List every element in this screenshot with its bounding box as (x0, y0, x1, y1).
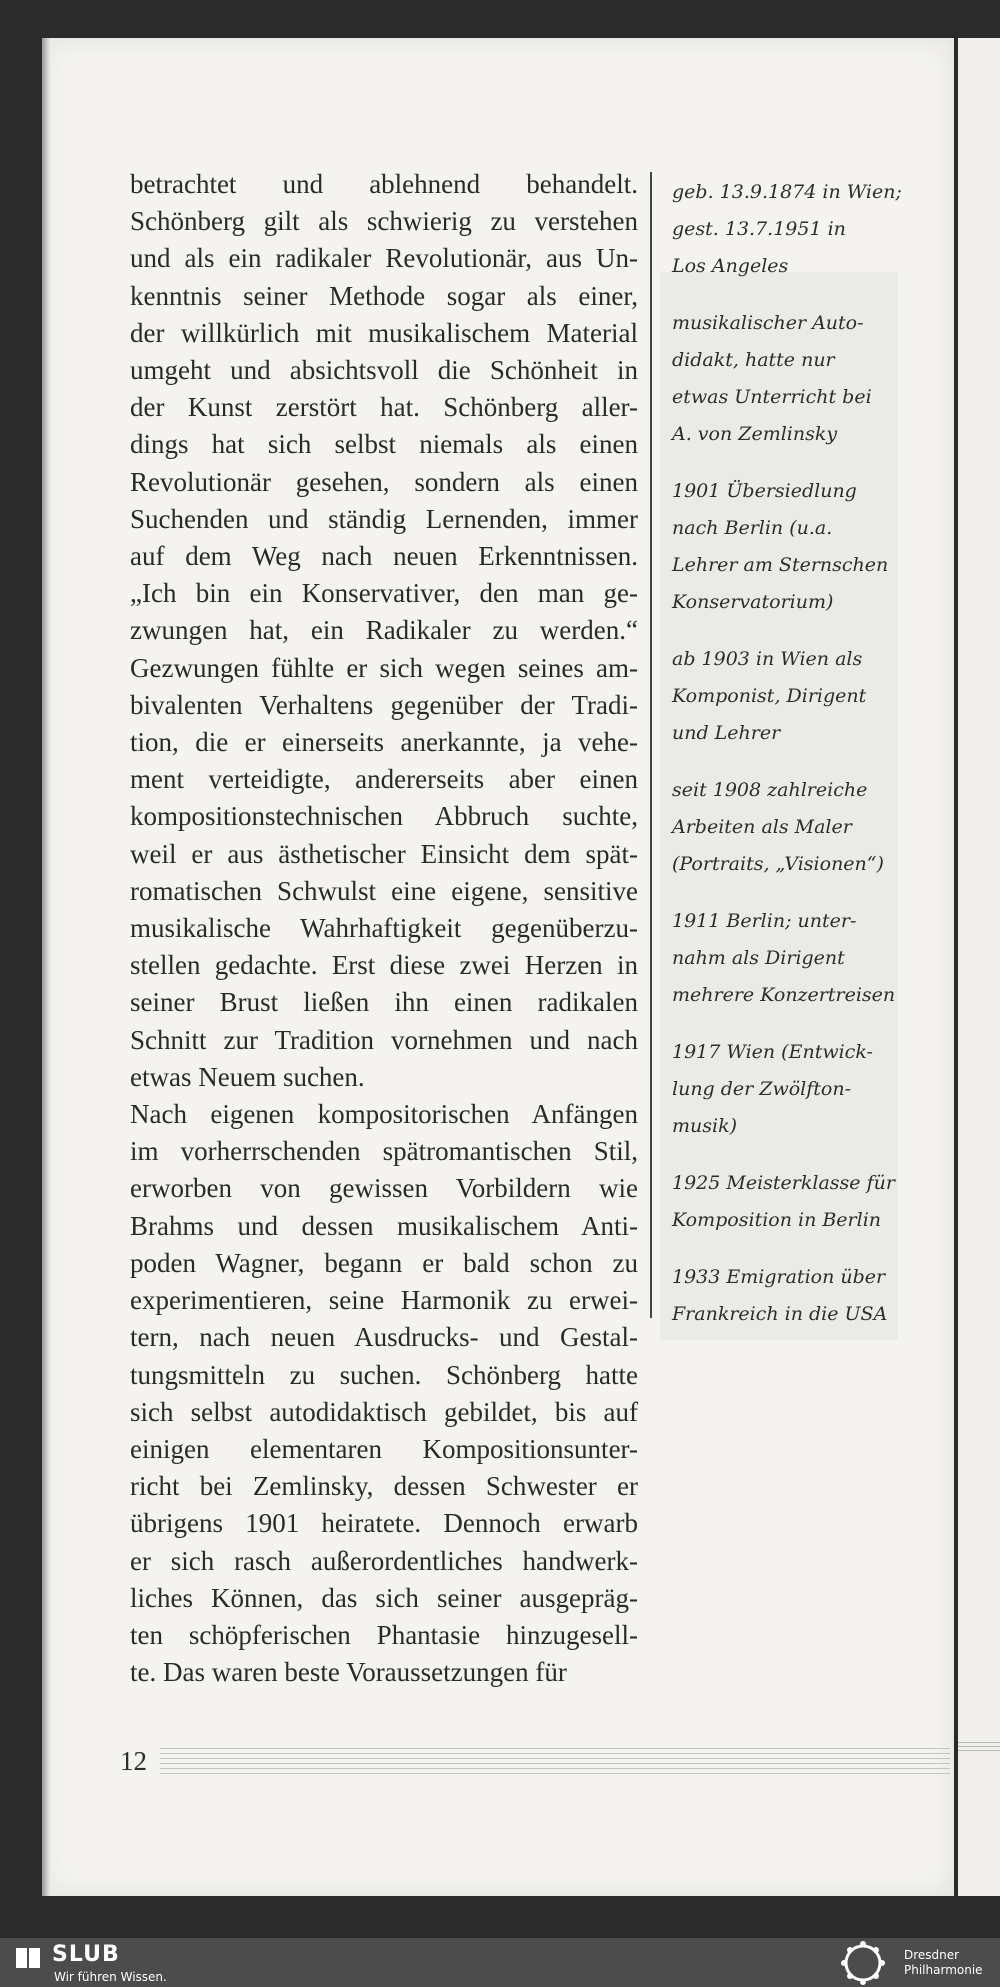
next-page-rule (958, 1742, 1000, 1756)
text-line: umgeht und absichtsvoll die Schönheit in (130, 355, 638, 386)
footer-rule (160, 1748, 950, 1778)
text-line: der Kunst zerstört hat. Schönberg aller- (130, 392, 638, 423)
text-line: kompositionstechnischen Abbruch suchte, (130, 801, 638, 832)
page-binding-shadow (42, 38, 50, 1896)
text-line: liches Können, das sich seiner ausgepräg- (130, 1582, 638, 1613)
text-line: poden Wagner, begann er bald schon zu (130, 1247, 638, 1278)
text-line: kenntnis seiner Methode sogar als einer, (130, 280, 638, 311)
partner-name-line1: Dresdner (904, 1948, 960, 1962)
biography-entry-line: 1901 Übersiedlung (672, 480, 857, 502)
text-line: experimentieren, seine Harmonik zu erwei- (130, 1285, 638, 1316)
book-stack-icon (14, 1946, 44, 1970)
text-line: erworben von gewissen Vorbildern wie (130, 1173, 638, 1204)
biography-entry-line: 1911 Berlin; unter- (672, 910, 857, 932)
text-line: etwas Neuem suchen. (130, 1061, 365, 1092)
text-line: Schnitt zur Tradition vornehmen und nach (130, 1024, 638, 1055)
library-tagline: Wir führen Wissen. (54, 1970, 167, 1984)
biography-entry (672, 1259, 902, 1333)
text-line: Revolutionär gesehen, sondern als einen (130, 466, 638, 497)
text-line: übrigens 1901 heiratete. Dennoch erwarb (130, 1508, 638, 1539)
biography-entry-line: nach Berlin (u.a. (672, 517, 833, 539)
biography-entry-line: musikalischer Auto- (672, 312, 864, 334)
biography-entry-line: musik) (672, 1115, 738, 1137)
biography-entry (672, 903, 902, 1014)
text-line: richt bei Zemlinsky, dessen Schwester er (130, 1471, 638, 1502)
philharmonie-logo-icon (838, 1940, 888, 1986)
biography-entry-line: mehrere Konzertreisen (672, 984, 896, 1006)
slub-logo[interactable] (14, 1942, 214, 1984)
biography-entry (672, 772, 902, 883)
biography-entry-line: nahm als Dirigent (672, 947, 845, 969)
text-line: er sich rasch außerordentliches handwerk- (130, 1545, 638, 1576)
biography-entry-line: geb. 13.9.1874 in Wien; (672, 181, 902, 203)
biography-entry-line: Los Angeles (672, 255, 789, 277)
biography-entry (672, 641, 902, 752)
biography-entry-line: und Lehrer (672, 722, 781, 744)
text-line: Schönberg gilt als schwierig zu verstehen (130, 206, 638, 237)
text-line: tion, die er einerseits anerkannte, ja vehe- (130, 727, 638, 758)
text-line: Nach eigenen kompositorischen Anfängen (130, 1099, 638, 1130)
text-line: ment verteidigte, andererseits aber einen (130, 764, 638, 795)
text-line: dings hat sich selbst niemals als einen (130, 429, 638, 460)
text-line: betrachtet und ablehnend behandelt. (130, 169, 638, 199)
biography-entry (672, 1165, 902, 1239)
text-line: im vorherrschenden spätromantischen Stil, (130, 1136, 638, 1167)
biography-entry-line: lung der Zwölfton- (672, 1078, 852, 1100)
biography-entry-line: Lehrer am Sternschen (672, 554, 889, 576)
biography-entry-line: Arbeiten als Maler (672, 816, 852, 838)
text-line: tern, nach neuen Ausdrucks- und Gestal- (130, 1322, 638, 1353)
text-line: Brahms und dessen musikalischem Anti- (130, 1210, 638, 1241)
text-line: romatischen Schwulst eine eigene, sensitive (130, 875, 638, 906)
biography-entry-line: Konservatorium) (672, 591, 834, 613)
biography-entry-line: A. von Zemlinsky (672, 423, 838, 445)
text-line: musikalische Wahrhaftigkeit gegenüberzu- (130, 913, 638, 944)
biography-entry-line: Komposition in Berlin (672, 1209, 882, 1231)
biography-entry (672, 473, 902, 621)
biography-entry-line: gest. 13.7.1951 in (672, 218, 846, 240)
partner-name-line2: Philharmonie (904, 1963, 983, 1977)
column-divider (650, 172, 652, 1318)
text-line: Gezwungen fühlte er sich wegen seines am- (130, 652, 638, 683)
biography-entry (672, 305, 902, 453)
biography-entry (672, 174, 902, 285)
text-line: „Ich bin ein Konservativer, den man ge- (130, 578, 638, 609)
biography-entry-line: (Portraits, „Visionen“) (672, 853, 884, 875)
text-line: ten schöpferischen Phantasie hinzugesell- (130, 1619, 638, 1650)
page-number: 12 (120, 1746, 147, 1776)
biography-sidebar (672, 174, 902, 1353)
text-line: seiner Brust ließen ihn einen radikalen (130, 987, 638, 1018)
text-line: zwungen hat, ein Radikaler zu werden.“ (130, 615, 638, 646)
biography-entry-line: 1925 Meisterklasse für (672, 1172, 895, 1194)
biography-entry-line: didakt, hatte nur (672, 349, 835, 371)
biography-entry-line: Frankreich in die USA (672, 1303, 888, 1325)
biography-entry-line: etwas Unterricht bei (672, 386, 872, 408)
library-name: SLUB (52, 1942, 120, 1967)
next-page-edge (958, 38, 1000, 1896)
biography-entry-line: Komponist, Dirigent (672, 685, 867, 707)
text-line: sich selbst autodidaktisch gebildet, bis auf (130, 1396, 638, 1427)
biography-entry-line: 1933 Emigration über (672, 1266, 886, 1288)
text-line: weil er aus ästhetischer Einsicht dem spät- (130, 838, 638, 869)
text-line: Suchenden und ständig Lernenden, immer (130, 503, 638, 534)
biography-entry-line: seit 1908 zahlreiche (672, 779, 868, 801)
text-line: stellen gedachte. Erst diese zwei Herzen in (130, 950, 638, 981)
biography-entry (672, 1034, 902, 1145)
text-line: tungsmitteln zu suchen. Schönberg hatte (130, 1359, 638, 1390)
text-line: auf dem Weg nach neuen Erkenntnissen. (130, 541, 638, 572)
biography-entry-line: ab 1903 in Wien als (672, 648, 863, 670)
dresdner-philharmonie-logo[interactable] (838, 1940, 998, 1986)
text-line: einigen elementaren Kompositionsunter- (130, 1433, 638, 1464)
biography-entry-line: 1917 Wien (Entwick- (672, 1041, 873, 1063)
text-line: bivalenten Verhaltens gegenüber der Tradi- (130, 689, 638, 720)
text-line: und als ein radikaler Revolutionär, aus Un- (130, 243, 638, 274)
text-line: te. Das waren beste Voraussetzungen für (130, 1657, 567, 1688)
text-line: der willkürlich mit musikalischem Material (130, 317, 638, 348)
main-text-column (130, 166, 638, 1691)
